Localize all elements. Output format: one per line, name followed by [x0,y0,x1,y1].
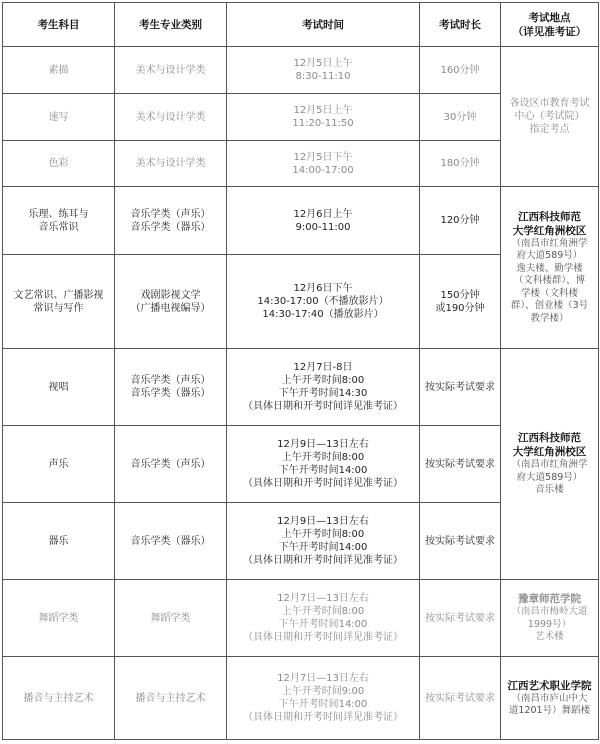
time-line: 下午开考时间14:00 [278,542,368,553]
header-category: 考生专业类别 [115,3,227,47]
category-cell [115,187,227,255]
time-line: 下午开考时间14:30 [278,388,368,399]
location-cell-music-perf [501,349,599,580]
time-line: 上午开考时间8:00 [281,375,365,386]
location-building-line: 音乐楼 [535,484,564,496]
category-cell: 舞蹈学类 [115,580,227,657]
location-line: 指定考点 [529,124,570,135]
time-line: 12月7日—13日左右 [277,673,369,684]
duration-line: 150分钟 [440,289,480,301]
category-line: 音乐学类（声乐） [130,208,211,220]
time-line: 上午开考时间9:00 [281,686,365,697]
category-line: （广播电视编导） [130,302,211,314]
time-line: 12月5日下午 [293,151,353,163]
time-line: （具体日期和开考时间详见准考证） [243,555,403,566]
header-location [501,3,599,47]
table-row [3,657,599,740]
time-line: 12月5日上午 [293,58,353,69]
time-line: 12月9日—13日左右 [277,439,369,450]
header-location-line2: （详见准考证） [512,25,587,38]
location-address-line: （南昌市红角洲学 [511,237,588,249]
subject-cell: 播音与主持艺术 [3,657,115,740]
duration-cell: 160分钟 [420,47,501,94]
time-cell [227,187,420,255]
time-line: 12月7日-8日 [293,362,353,373]
category-cell: 播音与主持艺术 [115,657,227,740]
time-cell [227,580,420,657]
time-line: 下午开考时间14:00 [278,465,368,476]
location-building-line: 学楼（文科楼 [520,287,578,299]
subject-line: 乐理、练耳与 [28,208,89,220]
time-line: 12月6日上午 [293,208,353,220]
subject-cell: 色彩 [3,141,115,187]
subject-cell [3,187,115,255]
header-time: 考试时间 [227,3,420,47]
time-line: 上午开考时间8:00 [281,452,365,463]
time-cell [227,141,420,187]
time-line: 12月6日下午 [293,283,353,294]
category-cell [115,349,227,426]
location-building-line: 逸夫楼、勤学楼 [516,262,583,274]
location-address-line: （南昌市红角洲学 [511,459,588,471]
duration-cell: 180分钟 [420,141,501,187]
subject-cell: 声乐 [3,426,115,503]
location-cell-music-theory [501,187,599,349]
location-line: 中心（考试院） [514,111,585,122]
time-line: 下午开考时间14:00 [278,619,368,630]
time-line: 上午开考时间8:00 [281,606,365,617]
time-line: （具体日期和开考时间详见准考证） [243,712,403,723]
time-line: （具体日期和开考时间详见准考证） [243,401,403,412]
header-subject: 考生科目 [3,3,115,47]
time-line: 8:30-11:10 [295,71,351,82]
category-cell: 美术与设计学类 [115,47,227,94]
table-row [3,349,599,426]
category-line: 音乐学类（声乐） [130,375,211,386]
subject-cell: 速写 [3,94,115,141]
category-line: 戏剧影视文学 [140,289,201,301]
duration-cell [420,255,501,349]
time-line: （具体日期和开考时间详见准考证） [243,632,403,643]
category-line: 音乐学类（器乐） [130,388,211,399]
time-line: 上午开考时间8:00 [281,529,365,540]
time-line: 12月5日上午 [293,105,353,116]
location-name-line: 江西艺术职业学院 [507,679,592,692]
category-cell: 美术与设计学类 [115,94,227,141]
time-cell [227,255,420,349]
location-name-line: 江西科技师范 [518,210,581,223]
table-row [3,580,599,657]
time-cell [227,94,420,141]
time-line: 9:00-11:00 [295,221,351,233]
location-cell-dance [501,580,599,657]
exam-schedule-table [2,2,599,740]
time-cell [227,657,420,740]
subject-line: 音乐常识 [38,221,79,233]
location-name-line: 豫章师范学院 [518,593,581,606]
subject-cell: 素描 [3,47,115,94]
header-row [3,3,599,47]
category-line: 音乐学类（器乐） [130,221,211,233]
location-address-line: 府大道589号） [516,250,583,262]
subject-cell: 视唱 [3,349,115,426]
duration-cell: 按实际考试要求 [420,657,501,740]
duration-cell: 按实际考试要求 [420,580,501,657]
time-line: 12月9日—13日左右 [277,516,369,527]
category-cell: 音乐学类（器乐） [115,503,227,580]
table-row [3,47,599,94]
subject-cell: 舞蹈学类 [3,580,115,657]
time-cell [227,47,420,94]
subject-line: 常识与写作 [33,302,84,314]
duration-cell: 120分钟 [420,187,501,255]
location-address-line: （南昌市梅岭大道 [511,606,588,618]
time-line: 11:20-11:50 [292,118,354,129]
duration-line: 或190分钟 [435,302,485,314]
time-line: 14:00-17:00 [292,164,354,176]
category-cell: 音乐学类（声乐） [115,426,227,503]
subject-cell [3,255,115,349]
subject-cell: 器乐 [3,503,115,580]
location-address-line: 道1201号）舞蹈楼 [508,705,591,716]
location-cell-broadcast [501,657,599,740]
category-cell [115,255,227,349]
location-building-line: 群）、创业楼（3号 [510,300,589,312]
time-line: 14:30-17:00（不播放影片） [257,296,389,307]
location-building-line: 艺术楼 [535,631,564,643]
header-duration: 考试时长 [420,3,501,47]
duration-cell: 按实际考试要求 [420,349,501,426]
time-line: 下午开考时间14:00 [278,699,368,710]
duration-cell: 按实际考试要求 [420,503,501,580]
location-name-line: 江西科技师范 [518,432,581,445]
time-cell [227,349,420,426]
header-location-line1: 考试地点 [528,11,571,24]
location-address-line: 府大道589号） [516,471,583,483]
category-cell: 美术与设计学类 [115,141,227,187]
time-cell [227,503,420,580]
location-building-line: 教学楼） [530,312,569,324]
table-row [3,187,599,255]
time-line: 14:30-17:40（播放影片） [262,309,384,320]
location-name-line: 大学红角洲校区 [512,224,587,237]
location-line: 各设区市教育考试 [509,98,590,109]
location-building-line: （文科楼群）、博 [513,275,586,287]
duration-cell: 按实际考试要求 [420,426,501,503]
location-address-line: （南昌市庐山中大 [511,692,588,704]
subject-line: 文艺常识、广播影视 [13,289,104,301]
location-cell-art [501,47,599,187]
location-name-line: 大学红角洲校区 [512,446,587,459]
time-line: 12月7日—13日左右 [277,593,369,604]
time-cell [227,426,420,503]
time-line: （具体日期和开考时间详见准考证） [243,478,403,489]
duration-cell: 30分钟 [420,94,501,141]
location-address-line: 1999号） [527,618,572,630]
